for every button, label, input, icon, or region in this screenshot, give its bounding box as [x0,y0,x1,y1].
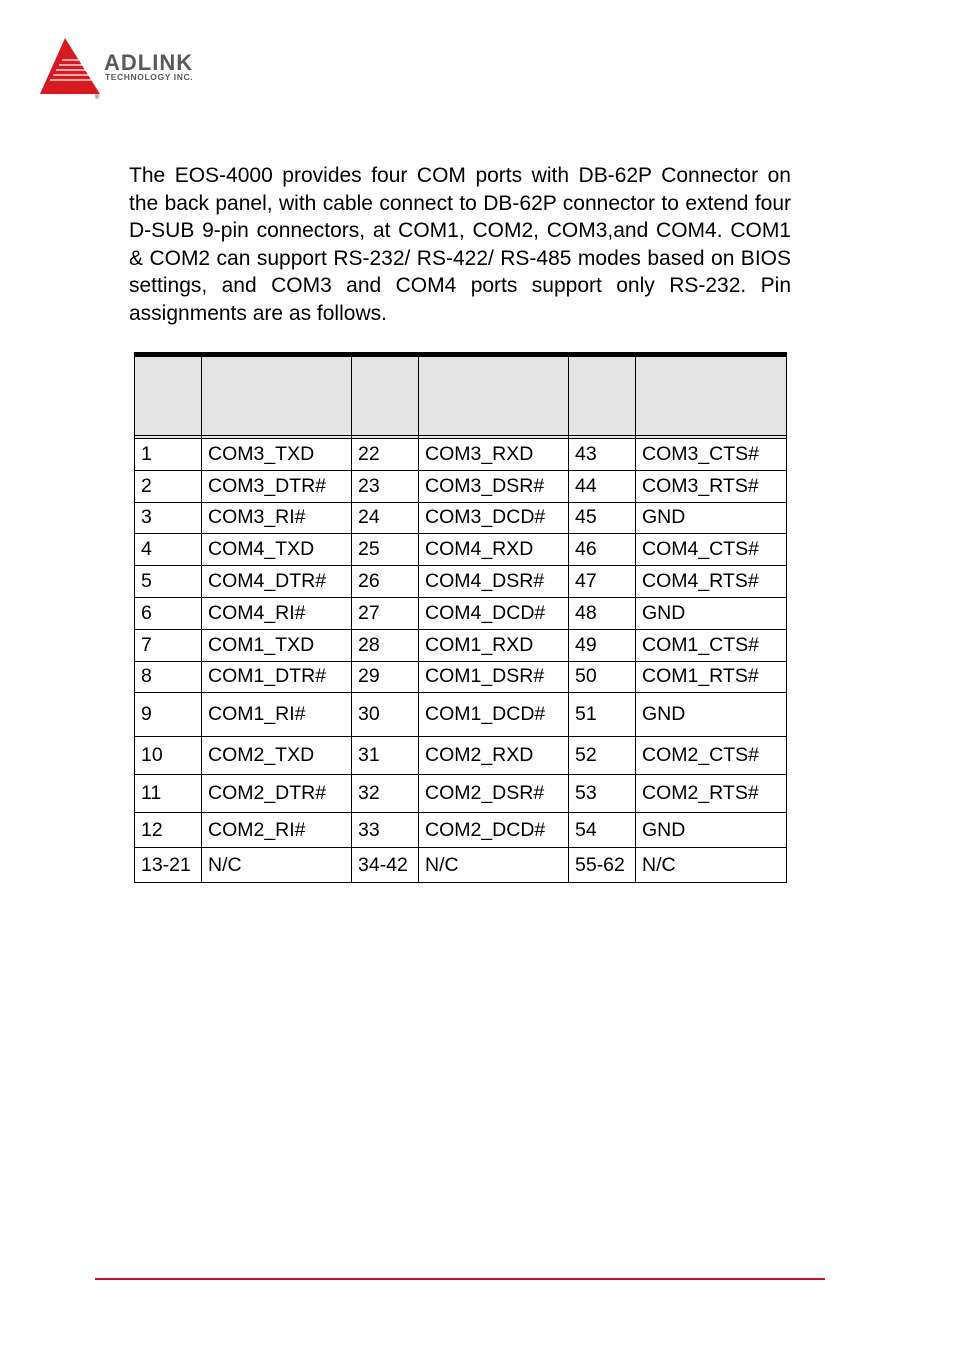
signal-name-cell: COM4_DSR# [419,566,569,598]
signal-name-cell: COM3_DCD# [419,502,569,534]
signal-name-cell: COM1_DCD# [419,693,569,737]
header-cell [352,355,419,436]
pin-number-cell: 53 [569,775,636,813]
signal-name-cell: COM4_RXD [419,534,569,566]
pin-number-cell: 26 [352,566,419,598]
pin-number-cell: 23 [352,470,419,502]
table-row [135,813,787,848]
pin-number-cell: 4 [135,534,202,566]
pin-number-cell: 6 [135,597,202,629]
pin-number-cell: 11 [135,775,202,813]
signal-name-cell: COM3_RI# [202,502,352,534]
signal-name-cell: COM4_DTR# [202,566,352,598]
header-cell [202,355,352,436]
table-row [135,502,787,534]
pin-number-cell: 9 [135,693,202,737]
pin-number-cell: 31 [352,737,419,775]
pin-number-cell: 33 [352,813,419,848]
signal-name-cell: COM1_DTR# [202,661,352,693]
signal-name-cell: COM4_RI# [202,597,352,629]
signal-name-cell: COM4_DCD# [419,597,569,629]
pin-number-cell: 25 [352,534,419,566]
table-row [135,693,787,737]
pin-number-cell: 12 [135,813,202,848]
pin-number-cell: 7 [135,629,202,661]
pin-number-cell: 5 [135,566,202,598]
table-row [135,661,787,693]
signal-name-cell: GND [636,813,787,848]
pin-number-cell: 29 [352,661,419,693]
signal-name-cell: COM2_DTR# [202,775,352,813]
signal-name-cell: COM1_TXD [202,629,352,661]
pin-number-cell: 13-21 [135,848,202,883]
pin-number-cell: 24 [352,502,419,534]
signal-name-cell: COM2_RXD [419,737,569,775]
pin-number-cell: 30 [352,693,419,737]
pin-number-cell: 49 [569,629,636,661]
pin-number-cell: 44 [569,470,636,502]
pin-assignment-table [134,352,787,883]
pin-number-cell: 34-42 [352,848,419,883]
table-row [135,566,787,598]
signal-name-cell: COM2_RTS# [636,775,787,813]
pin-number-cell: 52 [569,737,636,775]
header-cell [636,355,787,436]
pin-number-cell: 27 [352,597,419,629]
logo-subtitle: TECHNOLOGY INC. [105,72,194,82]
signal-name-cell: GND [636,693,787,737]
pin-number-cell: 55-62 [569,848,636,883]
signal-name-cell: COM3_RXD [419,439,569,471]
pin-number-cell: 1 [135,439,202,471]
signal-name-cell: COM3_TXD [202,439,352,471]
table-row [135,470,787,502]
signal-name-cell: COM2_TXD [202,737,352,775]
signal-name-cell: COM2_CTS# [636,737,787,775]
pin-number-cell: 50 [569,661,636,693]
svg-text:®: ® [95,95,100,100]
pin-number-cell: 51 [569,693,636,737]
intro-paragraph: The EOS-4000 provides four COM ports with DB-62P Connector on the back panel, with cable connect to DB-62P connector to extend four D-SUB 9-pin connectors, at COM1, COM2, COM3,and COM4. COM1 & COM2 can support RS-232/ RS-422/ RS-485 modes based on BIOS settings, and COM3 and COM4 ports support only RS-232. Pin assignments are as follows. [129,164,791,325]
signal-name-cell: COM4_TXD [202,534,352,566]
pin-number-cell: 8 [135,661,202,693]
pin-number-cell: 32 [352,775,419,813]
pin-number-cell: 43 [569,439,636,471]
signal-name-cell: COM3_DSR# [419,470,569,502]
table-header-row [135,355,787,436]
pin-number-cell: 48 [569,597,636,629]
pin-number-cell: 46 [569,534,636,566]
pin-number-cell: 54 [569,813,636,848]
signal-name-cell: GND [636,597,787,629]
footer-rule [95,1278,825,1280]
signal-name-cell: COM3_DTR# [202,470,352,502]
table-row [135,848,787,883]
pin-number-cell: 2 [135,470,202,502]
pin-number-cell: 47 [569,566,636,598]
pin-number-cell: 28 [352,629,419,661]
logo-name: ADLINK [104,50,194,75]
signal-name-cell: COM2_DSR# [419,775,569,813]
table-row [135,597,787,629]
adlink-triangle-icon [38,36,102,100]
pin-number-cell: 45 [569,502,636,534]
header-cell [419,355,569,436]
signal-name-cell: N/C [636,848,787,883]
signal-name-cell: COM3_RTS# [636,470,787,502]
table-row [135,534,787,566]
signal-name-cell: COM3_CTS# [636,439,787,471]
signal-name-cell: COM1_DSR# [419,661,569,693]
adlink-logo [38,36,238,100]
header-cell [135,355,202,436]
signal-name-cell: COM1_RTS# [636,661,787,693]
table-row [135,629,787,661]
signal-name-cell: COM1_RI# [202,693,352,737]
pin-number-cell: 3 [135,502,202,534]
signal-name-cell: COM2_RI# [202,813,352,848]
pin-number-cell: 10 [135,737,202,775]
signal-name-cell: N/C [419,848,569,883]
signal-name-cell: COM2_DCD# [419,813,569,848]
table-row [135,439,787,471]
signal-name-cell: GND [636,502,787,534]
header-cell [569,355,636,436]
signal-name-cell: N/C [202,848,352,883]
signal-name-cell: COM1_CTS# [636,629,787,661]
signal-name-cell: COM4_CTS# [636,534,787,566]
signal-name-cell: COM1_RXD [419,629,569,661]
table-row [135,737,787,775]
table-row [135,775,787,813]
signal-name-cell: COM4_RTS# [636,566,787,598]
pin-number-cell: 22 [352,439,419,471]
